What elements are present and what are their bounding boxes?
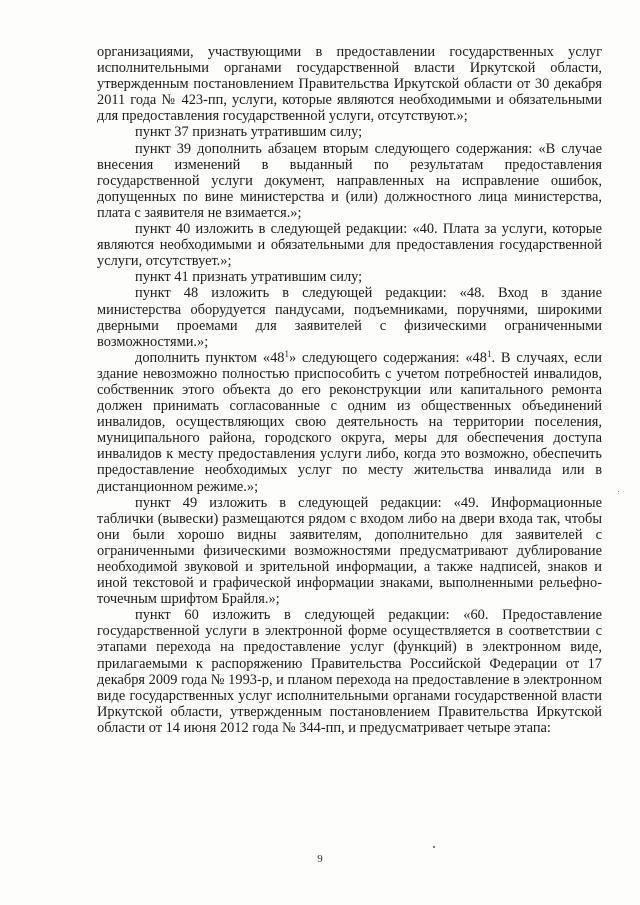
scan-speck <box>433 846 435 848</box>
scan-speck <box>618 491 619 492</box>
paragraph-item-48-1-part-c: . В случаях, если здание невозможно полностью приспособить с учетом потребностей инвалидов, собственник этого объекта до его реконструкции или капитального ремонта должен принимать согласованные с одним из общественных объединений инвалидов, осуществляющих свою деятельность на территории поселения, муниципального района, городского округа, меры для обеспечения доступа инвалидов к месту предоставления услуги либо, когда это возможно, обеспечить предоставление необходимых услуг по месту жительства инвалида или в дистанционном режиме.»; <box>97 349 602 495</box>
paragraph-item-48-1-part-a: дополнить пунктом «48 <box>135 349 285 366</box>
paragraph-item-40: пункт 40 изложить в следующей редакции: «40. Плата за услуги, которые являются необходимыми и обязательными для предоставления государственной услуги, отсутствует.»; <box>97 221 602 270</box>
paragraph-item-37: пункт 37 признать утратившим силу; <box>135 124 363 141</box>
paragraph-item-41: пункт 41 признать утратившим силу; <box>135 269 363 286</box>
superscript-1: 1 <box>486 348 492 359</box>
paragraph-item-48: пункт 48 изложить в следующей редакции: «48. Вход в здание министерства оборудуется пандусами, подъемниками, поручнями, широкими дверными проемами для заявителей с физическими ограниченными возможностями.»; <box>97 285 602 350</box>
page-number: 9 <box>317 853 323 865</box>
superscript-1: 1 <box>284 348 289 359</box>
paragraph-item-60: пункт 60 изложить в следующей редакции: «60. Предоставление государственной услуги в электронной форме осуществляется в соответствии с этапами перехода на предоставление услуг (функций) в электронном виде, прилагаемыми к распоряжению Правительства Российской Федерации от 17 декабря 2009 года № 1993-р, и планом перехода на предоставление в электронном виде государственных услуг исполнительными органами государственной власти Иркутской области, утвержденным постановлением Правительства Иркутской области от 14 июня 2012 года № 344-пп, и предусматривает четыре этапа: <box>97 607 602 736</box>
paragraph-continuation: организациями, участвующими в предоставлении государственных услуг исполнительными органами государственной власти Иркутской области, утвержденным постановлением Правительства Иркутской области от 30 декабря 2011 года № 423-пп, услуги, которые являются необходимыми и обязательными для предоставления государственной услуги, отсутствуют.»; <box>97 44 602 125</box>
paragraph-item-49: пункт 49 изложить в следующей редакции: «49. Информационные таблички (вывески) размещаются рядом с входом либо на двери входа так, чтобы они были хорошо видны заявителям, дополнительно для заявителей с ограниченными физическими возможностями предусматривают дублирование необходимой звуковой и зрительной информации, а также надписей, знаков и иной текстовой и графической информации знаками, выполненными рельефно-точечным шрифтом Брайля.»; <box>97 494 602 608</box>
paragraph-item-39: пункт 39 дополнить абзацем вторым следующего содержания: «В случае внесения изменений в выданный по результатам предоставления государственной услуги документ, направленных на исправление ошибок, допущенных по вине министерства и (или) должностного лица министерства, плата с заявителя не взимается.»; <box>97 140 602 221</box>
paragraph-item-48-1 <box>97 350 602 495</box>
paragraph-item-48-1-part-b: » следующего содержания: «48 <box>288 349 487 366</box>
document-body <box>97 44 602 736</box>
